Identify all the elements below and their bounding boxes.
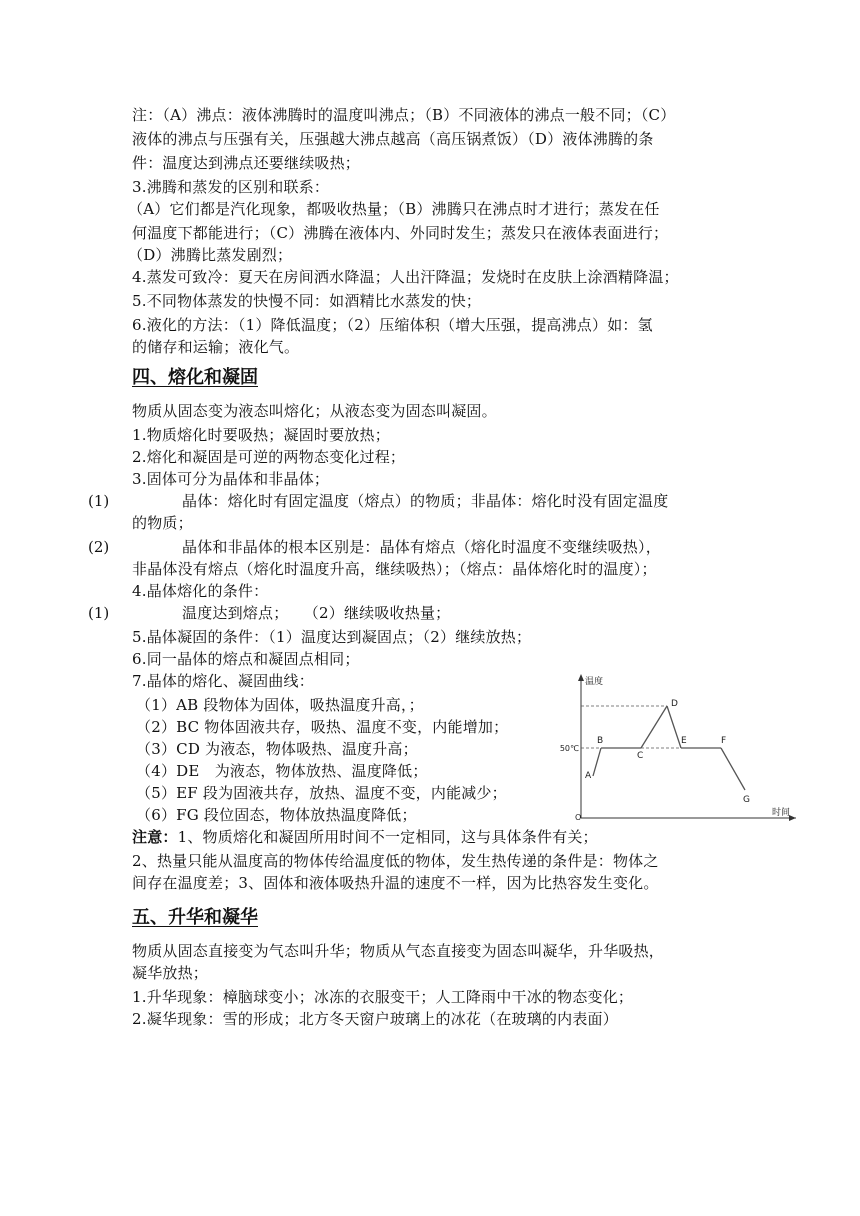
note-label: 注意： bbox=[132, 828, 178, 846]
text-line: 温度达到熔点； （2）继续吸收热量； bbox=[182, 604, 451, 622]
point-label-F: F bbox=[721, 736, 727, 746]
list-number: (1) bbox=[88, 604, 110, 622]
y-axis-label: 温度 bbox=[585, 677, 604, 687]
text-line: 物质从固态变为液态叫熔化；从液态变为固态叫凝固。 bbox=[132, 402, 497, 420]
curve-item: （4）DE 为液态，物体放热、温度降低； bbox=[136, 762, 428, 780]
x-axis-arrow bbox=[789, 815, 796, 821]
section-heading-sublimation: 五、升华和凝华 bbox=[132, 907, 258, 928]
curve-item: （1）AB 段物体为固体，吸热温度升高，； bbox=[136, 696, 424, 714]
text-line: 件：温度达到沸点还要继续吸热； bbox=[132, 154, 361, 172]
text-line: 的物质； bbox=[132, 514, 193, 532]
text-line: 5.不同物体蒸发的快慢不同：如酒精比水蒸发的快； bbox=[132, 292, 482, 310]
x-axis-label: 时间 bbox=[772, 808, 791, 818]
text-line: 间存在温度差；3、固体和液体吸热升温的速度不一样，因为比热容发生变化。 bbox=[132, 874, 659, 892]
y-axis-arrow bbox=[578, 674, 584, 681]
text-line: 4.蒸发可致冷：夏天在房间洒水降温；人出汗降温；发烧时在皮肤上涂酒精降温； bbox=[132, 268, 679, 286]
curve-item: （2）BC 物体固液共存，吸热、温度不变，内能增加； bbox=[136, 718, 509, 736]
text-line: 注：（A）沸点：液体沸腾时的温度叫沸点；（B）不同液体的沸点一般不同；（C） bbox=[132, 106, 676, 124]
text-line: 物质从固态直接变为气态叫升华；物质从气态直接变为固态叫凝华，升华吸热， bbox=[132, 942, 665, 960]
text-line: 6.液化的方法：（1）降低温度；（2）压缩体积（增大压强，提高沸点）如：氢 bbox=[132, 316, 653, 334]
text-line: 非晶体没有熔点（熔化时温度升高，继续吸热）；（熔点：晶体熔化时的温度）； bbox=[132, 560, 657, 578]
melting-curve-chart bbox=[548, 672, 800, 824]
text-line: 7.晶体的熔化、凝固曲线： bbox=[132, 672, 314, 690]
reference-label: 50℃ bbox=[559, 744, 579, 753]
curve-segment-FG bbox=[721, 748, 745, 790]
point-label-G: G bbox=[743, 795, 750, 805]
text-line: 晶体：熔化时有固定温度（熔点）的物质；非晶体：熔化时没有固定温度 bbox=[182, 492, 669, 510]
curve-item: （3）CD 为液态，物体吸热、温度升高； bbox=[136, 740, 418, 758]
text-line: 5.晶体凝固的条件：（1）温度达到凝固点；（2）继续放热； bbox=[132, 628, 532, 646]
chart-marks bbox=[585, 699, 750, 805]
point-label-C: C bbox=[637, 751, 644, 761]
list-number: (1) bbox=[88, 492, 110, 510]
origin-label: O bbox=[575, 813, 582, 822]
note-line bbox=[132, 826, 598, 848]
text-line: 的储存和运输；液化气。 bbox=[132, 338, 300, 356]
curve-segment-CD bbox=[641, 706, 667, 748]
text-line: 2.熔化和凝固是可逆的两物态变化过程； bbox=[132, 448, 406, 466]
point-label-E: E bbox=[681, 736, 687, 746]
chart-axes bbox=[560, 674, 796, 822]
text-line: 1.升华现象：樟脑球变小；冰冻的衣服变干；人工降雨中干冰的物态变化； bbox=[132, 988, 634, 1006]
text-line: 晶体和非晶体的根本区别是：晶体有熔点（熔化时温度不变继续吸热）， bbox=[182, 538, 661, 556]
text-line: 3.沸腾和蒸发的区别和联系： bbox=[132, 178, 330, 196]
text-line: （A）它们都是汽化现象，都吸收热量；（B）沸腾只在沸点时才进行；蒸发在任 bbox=[128, 200, 660, 218]
text-line: 何温度下都能进行；（C）沸腾在液体内、外同时发生；蒸发只在液体表面进行； bbox=[132, 224, 669, 242]
text-line: 2、热量只能从温度高的物体传给温度低的物体，发生热传递的条件是：物体之 bbox=[132, 852, 659, 870]
curve-segment-AB bbox=[593, 748, 601, 776]
text-line: 3.固体可分为晶体和非晶体； bbox=[132, 470, 330, 488]
text-line: 1.物质熔化时要吸热；凝固时要放热； bbox=[132, 426, 390, 444]
note-text: 1、物质熔化和凝固所用时间不一定相同，这与具体条件有关； bbox=[177, 828, 598, 846]
section-heading-melting: 四、熔化和凝固 bbox=[132, 367, 258, 388]
curve-item: （6）FG 段位固态，物体放热温度降低； bbox=[136, 806, 417, 824]
curve-item: （5）EF 段为固液共存，放热、温度不变，内能减少； bbox=[136, 784, 507, 802]
list-number: (2) bbox=[88, 538, 110, 556]
point-label-B: B bbox=[597, 736, 604, 746]
point-label-D: D bbox=[671, 699, 678, 709]
text-line: 液体的沸点与压强有关，压强越大沸点越高（高压锅煮饭）（D）液体沸腾的条 bbox=[132, 130, 654, 148]
text-line: 凝华放热； bbox=[132, 964, 209, 982]
curve-segment-DE bbox=[667, 706, 681, 748]
text-line: （D）沸腾比蒸发剧烈； bbox=[128, 246, 293, 264]
point-label-A: A bbox=[585, 771, 592, 781]
text-line: 4.晶体熔化的条件： bbox=[132, 582, 269, 600]
text-line: 6.同一晶体的熔点和凝固点相同； bbox=[132, 650, 360, 668]
text-line: 2.凝华现象：雪的形成；北方冬天窗户玻璃上的冰花（在玻璃的内表面） bbox=[132, 1010, 618, 1028]
